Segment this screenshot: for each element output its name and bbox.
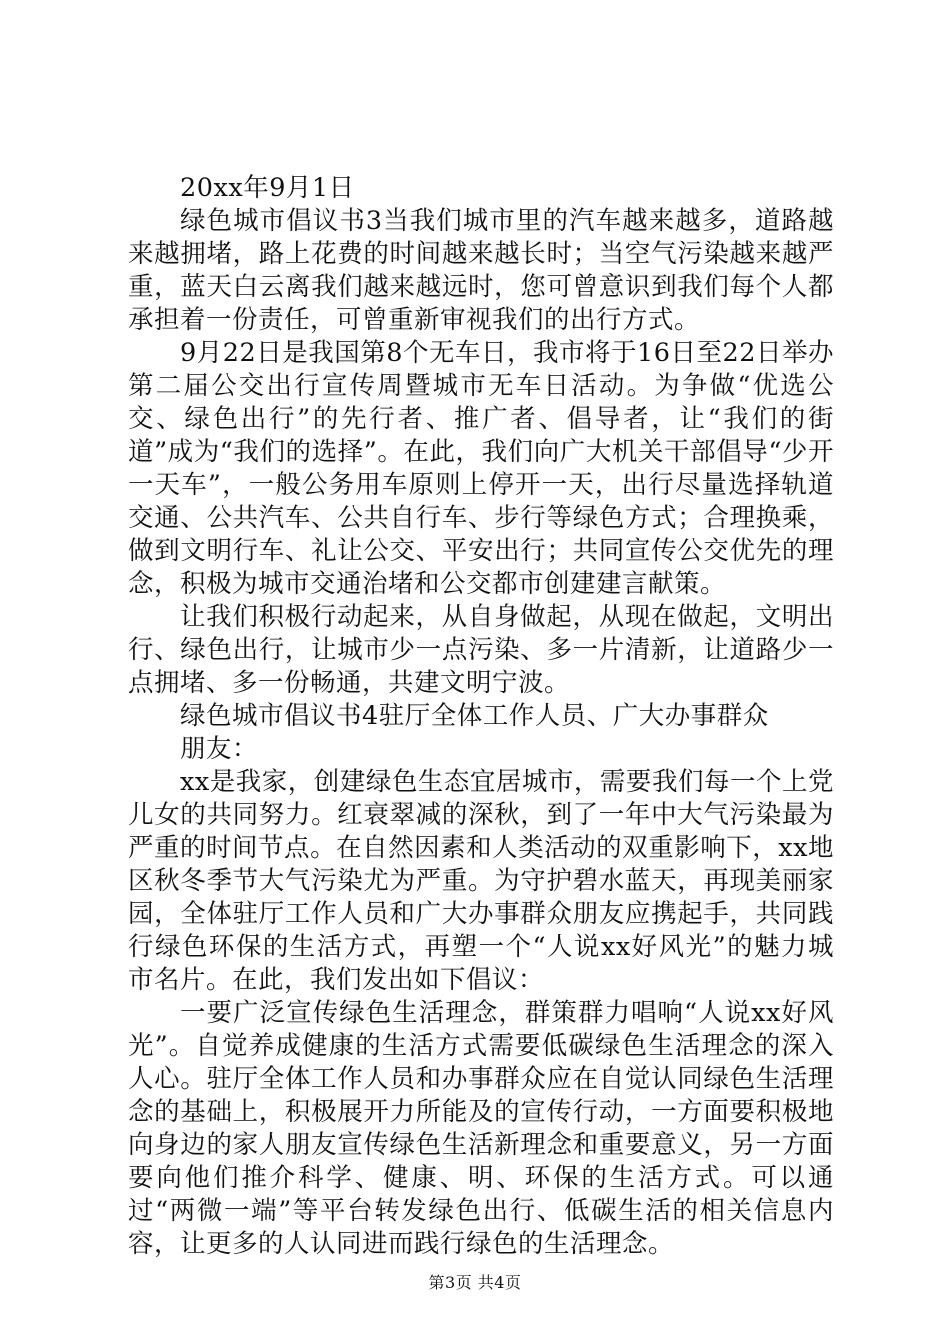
page-number-footer: 第3页 共4页 xyxy=(428,1273,522,1292)
paragraph-proposal-4-heading: 绿色城市倡议书4驻厅全体工作人员、广大办事群众 xyxy=(180,701,769,731)
paragraph-call-to-action: 让我们积极行动起来，从自身做起，从现在做起，文明出行、绿色出行，让城市少一点污染、多一片清新，让道路少一点拥堵、多一份畅通，共建文明宁波。 xyxy=(128,602,834,698)
paragraph-proposal-3-intro: 绿色城市倡议书3当我们城市里的汽车越来越多，道路越来越拥堵，路上花费的时间越来越长时；当空气污染越来越严重，蓝天白云离我们越来越远时，您可曾意识到我们每个人都承担着一份责任，可曾重新审视我们的出行方式。 xyxy=(128,206,834,335)
document-body xyxy=(128,172,834,1261)
paragraph-car-free-day: 9月22日是我国第8个无车日，我市将于16日至22日举办第二届公交出行宣传周暨城市无车日活动。为争做“优选公交、绿色出行”的先行者、推广者、倡导者，让“我们的街道”成为“我们的选择”。在此，我们向广大机关干部倡导“少开一天车”，一般公务用车原则上停开一天，出行尽量选择轨道交通、公共汽车、公共自行车、步行等绿色方式；合理换乘，做到文明行车、礼让公交、平安出行；共同宣传公交优先的理念，积极为城市交通治堵和公交都市创建建言献策。 xyxy=(128,338,834,599)
paragraph-green-city-intro: xx是我家，创建绿色生态宜居城市，需要我们每一个上党儿女的共同努力。红衰翠减的深秋，到了一年中大气污染最为严重的时间节点。在自然因素和人类活动的双重影响下，xx地区秋冬季节大气污染尤为严重。为守护碧水蓝天，再现美丽家园，全体驻厅工作人员和广大办事群众朋友应携起手，共同践行绿色环保的生活方式，再塑一个“人说xx好风光”的魅力城市名片。在此，我们发出如下倡议： xyxy=(128,767,834,995)
date-line: 20xx年9月1日 xyxy=(180,173,355,203)
paragraph-promote-green-living: 一要广泛宣传绿色生活理念，群策群力唱响“人说xx好风光”。自觉养成健康的生活方式需要低碳绿色生活理念的深入人心。驻厅全体工作人员和办事群众应在自觉认同绿色生活理念的基础上，积极展开力所能及的宣传行动，一方面要积极地向身边的家人朋友宣传绿色生活新理念和重要意义，另一方面要向他们推介科学、健康、明、环保的生活方式。可以通过“两微一端”等平台转发绿色出行、低碳生活的相关信息内容，让更多的人认同进而践行绿色的生活理念。 xyxy=(128,998,834,1259)
paragraph-salutation: 朋友： xyxy=(180,734,259,764)
